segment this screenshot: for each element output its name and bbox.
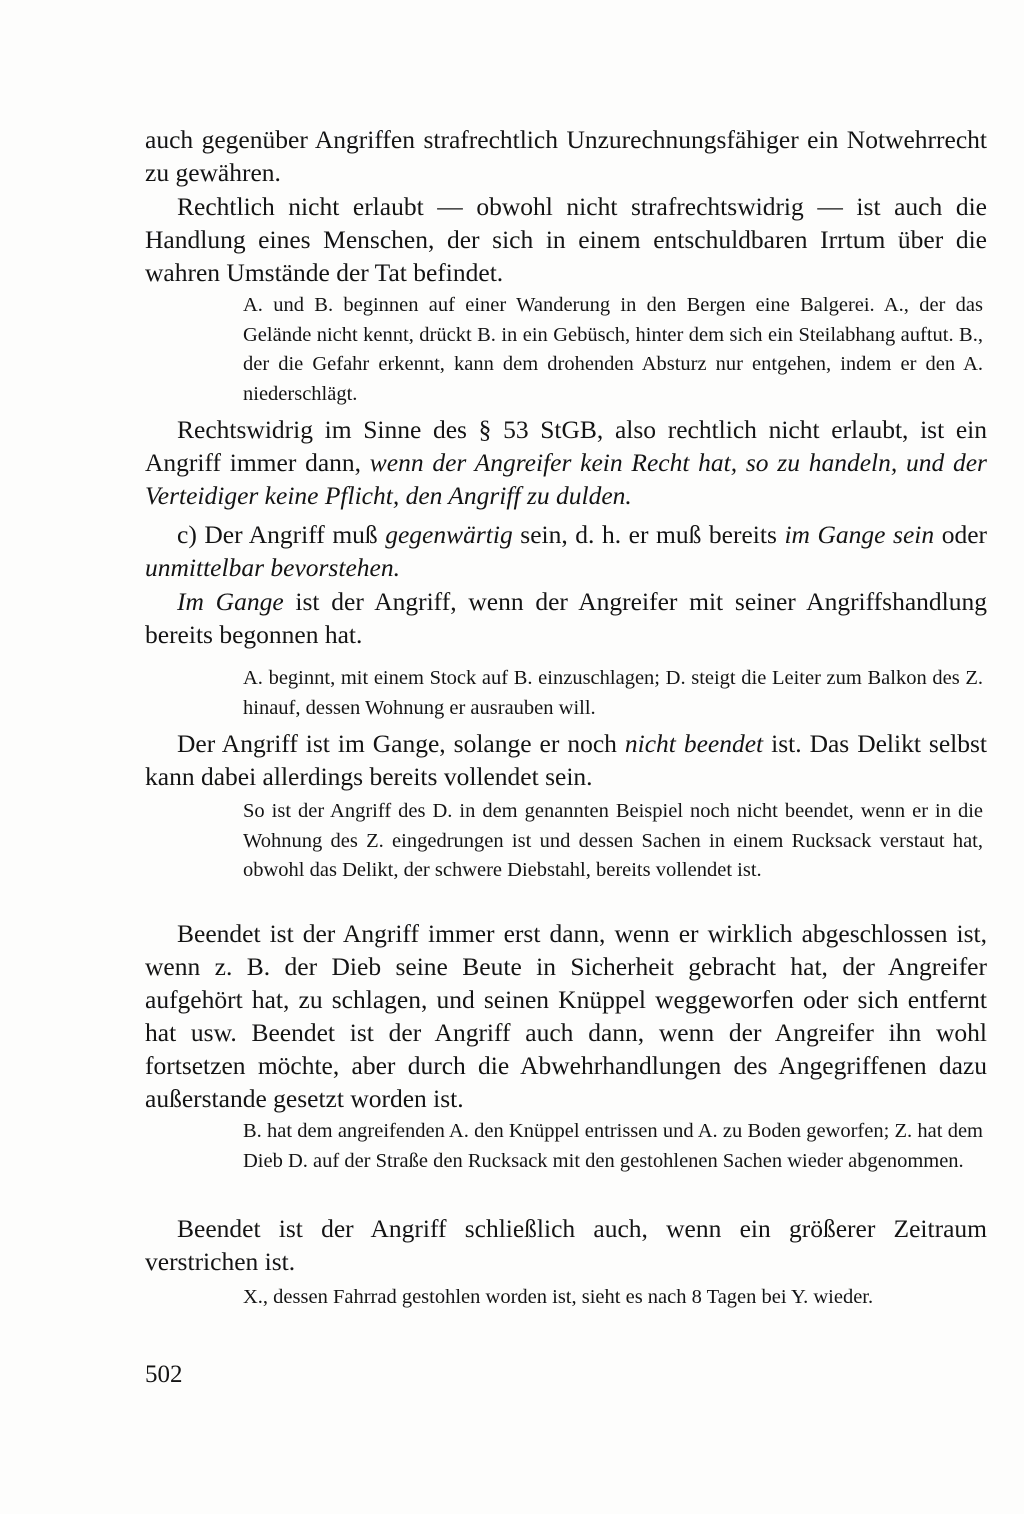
text-run: sein, d. h. er muß bereits <box>512 520 785 549</box>
example-3 <box>243 797 983 886</box>
emphasis-text: nicht beendet <box>624 729 764 758</box>
paragraph-6 <box>145 727 987 793</box>
emphasis-text: gegenwärtig <box>385 520 513 549</box>
body-text <box>145 413 987 512</box>
paragraph-5 <box>145 585 987 651</box>
example-2 <box>243 664 983 723</box>
example-1 <box>243 291 983 409</box>
body-text: auch gegenüber Angriffen strafrechtlich Unzurechnungsfähiger ein Notwehrrecht zu gewähren. <box>145 125 987 187</box>
text-run: Rechtswidrig im Sinne des § 53 StGB, also rechtlich nicht erlaubt, ist ein Angriff immer dann, <box>145 415 987 477</box>
body-text: Beendet ist der Angriff schließlich auch, wenn ein größerer Zeitraum verstrichen ist. <box>145 1214 987 1276</box>
body-text: Rechtlich nicht erlaubt — obwohl nicht strafrechtswidrig — ist auch die Handlung eines Menschen, der sich in einem entschuldbaren Irrtum über die wahren Umstände der Tat befindet. <box>145 192 987 287</box>
paragraph-2 <box>145 190 987 289</box>
example-text: B. hat dem angreifenden A. den Knüppel entrissen und A. zu Boden geworfen; Z. hat dem Dieb D. auf der Straße den Rucksack mit den gestohlenen Sachen wieder abgenommen. <box>243 1120 983 1172</box>
example-4 <box>243 1117 983 1176</box>
text-run: Der Angriff ist im Gange, solange er noch <box>177 729 625 758</box>
example-text: So ist der Angriff des D. in dem genannten Beispiel noch nicht beendet, wenn er in die Wohnung des Z. eingedrungen ist und dessen Sachen in einem Rucksack verstaut hat, obwohl das Delikt, der schwere Diebstahl, bereits vollendet ist. <box>243 800 983 881</box>
emphasis-text: wenn der Angreifer kein Recht hat, so zu handeln, und der Verteidiger keine Pflicht, den Angriff zu dulden. <box>145 448 987 510</box>
emphasis-text: unmittelbar bevorstehen. <box>145 553 400 582</box>
paragraph-1 <box>145 123 987 189</box>
example-text: A. und B. beginnen auf einer Wanderung in den Bergen eine Balgerei. A., der das Gelände nicht kennt, drückt B. in ein Gebüsch, hinter dem sich ein Steilabhang auftut. B., der die Gefahr erkennt, kann dem drohenden Absturz nur entgehen, indem er den A. niederschlägt. <box>243 294 983 405</box>
paragraph-7 <box>145 917 987 1115</box>
example-text: X., dessen Fahrrad gestohlen worden ist, sieht es nach 8 Tagen bei Y. wieder. <box>243 1286 874 1308</box>
text-run: ist der Angriff, wenn der Angreifer mit seiner Angriffshandlung bereits begonnen hat. <box>145 587 987 649</box>
paragraph-8 <box>145 1212 987 1278</box>
body-text: Beendet ist der Angriff immer erst dann, wenn er wirklich abgeschlossen ist, wenn z. B. der Dieb seine Beute in Sicherheit gebracht hat, der Angreifer aufgehört hat, zu schlagen, und seinen Knüppel weggeworfen oder sich entfernt hat usw. Beendet ist der Angriff auch dann, wenn der Angreifer ihn wohl fortsetzen möchte, aber durch die Abwehrhandlungen des Angegriffenen dazu außerstande gesetzt worden ist. <box>145 919 987 1113</box>
emphasis-text: Im Gange <box>177 587 284 616</box>
body-text <box>145 727 987 793</box>
text-run: ist. Das Delikt selbst kann dabei allerdings bereits vollendet sein. <box>145 729 988 791</box>
body-text <box>145 585 987 651</box>
text-run: oder <box>934 520 988 549</box>
emphasis-text: im Gange sein <box>784 520 935 549</box>
paragraph-3 <box>145 413 987 512</box>
page-number: 502 <box>145 1361 183 1388</box>
body-text <box>145 518 987 584</box>
example-text: A. beginnt, mit einem Stock auf B. einzuschlagen; D. steigt die Leiter zum Balkon des Z. hinauf, dessen Wohnung er ausrauben will. <box>243 667 983 719</box>
paragraph-4 <box>145 518 987 584</box>
example-5 <box>243 1283 983 1313</box>
text-run: c) Der Angriff muß <box>177 520 386 549</box>
